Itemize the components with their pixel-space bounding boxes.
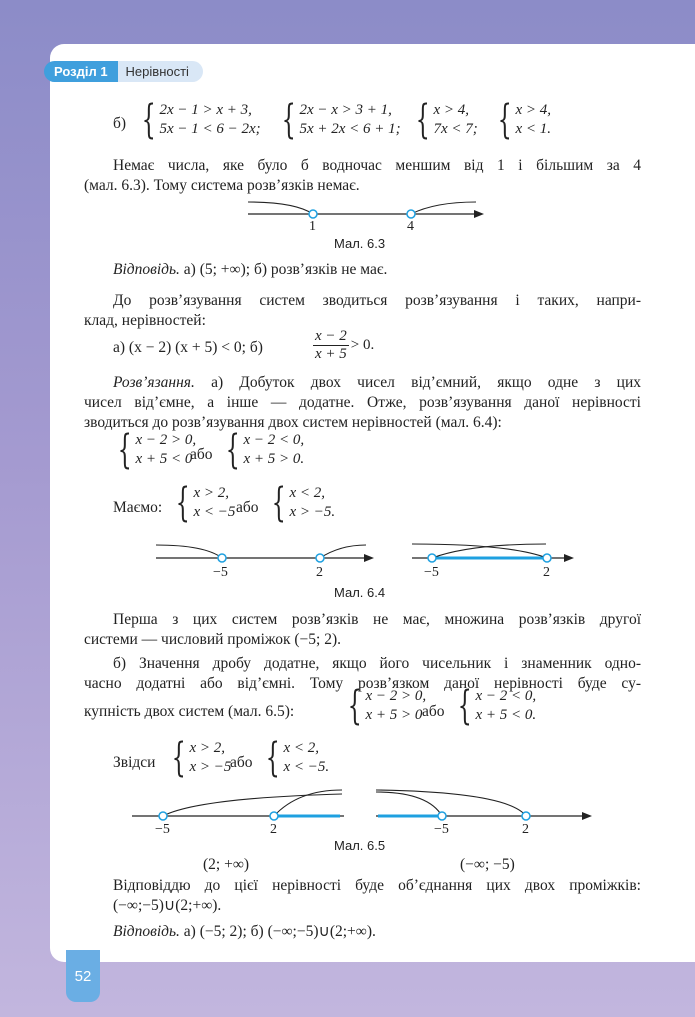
label-b: б) — [113, 115, 127, 132]
number-line-6-3 — [240, 196, 490, 236]
interval-right: (−∞; −5) — [460, 856, 515, 873]
page-number: 52 — [66, 950, 100, 1002]
tick-1: 1 — [309, 219, 316, 234]
section-number: Розділ 1 — [44, 61, 118, 82]
section-title: Нерівності — [118, 61, 203, 82]
or-b: або — [422, 703, 445, 720]
tick-m5-d: −5 — [434, 822, 449, 837]
system-1: { 2x − 1 > x + 3, 5x − 1 < 6 − 2x; — [141, 97, 261, 143]
tick-m5-a: −5 — [213, 565, 228, 580]
inequality-a: а) (x − 2) (x + 5) < 0; б) — [113, 339, 263, 356]
system-3: { x > 4, 7x < 7; — [415, 97, 478, 143]
section-header — [44, 60, 203, 82]
system-b-left: { x − 2 > 0, x + 5 > 0 — [347, 683, 427, 729]
para5-line1: Відповіддю до цієї нерівності буде об’єднання цих двох проміжків: — [113, 877, 641, 894]
caption-6-5: Мал. 6.5 — [334, 838, 386, 853]
system-a-left: { x − 2 > 0, x + 5 < 0 — [117, 427, 197, 473]
para3-line1: Перша з цих систем розв’язків не має, множина розв’язків другої — [113, 611, 641, 628]
system-b-right: { x − 2 < 0, x + 5 < 0. — [457, 683, 537, 729]
caption-6-4: Мал. 6.4 — [334, 585, 386, 600]
answer1: Відповідь. а) (5; +∞); б) розв’язків не має. — [113, 261, 388, 278]
or-a: або — [190, 446, 213, 463]
solution-line3: зводиться до розв’язування двох систем нерівностей (мал. 6.4): — [84, 414, 502, 431]
maemo-right: { x < 2, x > −5. — [271, 480, 336, 526]
zvidsy-left: { x > 2, x > −5 — [171, 735, 232, 781]
para1-line1: Немає числа, яке було б водночас меншим від 1 і більшим за 4 — [113, 157, 641, 174]
para4-line1: б) Значення дробу додатне, якщо його чисельник і знаменник одно- — [113, 655, 641, 672]
tick-2-b: 2 — [543, 565, 550, 580]
interval-left: (2; +∞) — [203, 856, 250, 873]
tick-m5-b: −5 — [424, 565, 439, 580]
zvidsy-label: Звідси — [113, 754, 156, 771]
inequality-b-fraction: x − 2 x + 5 > 0. — [315, 328, 375, 362]
tick-4: 4 — [407, 219, 414, 234]
zvidsy-right: { x < 2, x < −5. — [265, 735, 330, 781]
para4-line3: купність двох систем (мал. 6.5): — [84, 703, 295, 720]
or-zvidsy: або — [230, 754, 253, 771]
system-a-right: { x − 2 < 0, x + 5 > 0. — [225, 427, 305, 473]
tick-2-c: 2 — [270, 822, 277, 837]
para2-line2: клад, нерівностей: — [84, 312, 206, 329]
tick-2-a: 2 — [316, 565, 323, 580]
solution-line2: чисел від’ємне, а інше — додатне. Отже, розв’язування даної нерівності — [84, 394, 641, 411]
system-4: { x > 4, x < 1. — [497, 97, 551, 143]
para5-line2: (−∞;−5)∪(2;+∞). — [113, 897, 222, 914]
system-2: { 2x − x > 3 + 1, 5x + 2x < 6 + 1; — [281, 97, 401, 143]
para2-line1: До розв’язування систем зводиться розв’язування і таких, напри- — [113, 292, 641, 309]
caption-6-3: Мал. 6.3 — [334, 236, 386, 251]
answer2: Відповідь. а) (−5; 2); б) (−∞;−5)∪(2;+∞). — [113, 923, 376, 940]
maemo-left: { x > 2, x < −5 — [175, 480, 236, 526]
tick-m5-c: −5 — [155, 822, 170, 837]
solution-line1: Розв’язання. а) Добуток двох чисел від’ємний, якщо одне з цих — [113, 374, 641, 391]
para1-line2: (мал. 6.3). Тому система розв’язків немає. — [84, 177, 360, 194]
or-maemo: або — [236, 499, 259, 516]
para4-line2: часно додатні або від’ємні. Тому розв’язком даної нерівності буде су- — [84, 675, 641, 692]
maemo-label: Маємо: — [113, 499, 163, 516]
para3-line2: системи — числовий проміжок (−5; 2). — [84, 631, 342, 648]
tick-2-d: 2 — [522, 822, 529, 837]
